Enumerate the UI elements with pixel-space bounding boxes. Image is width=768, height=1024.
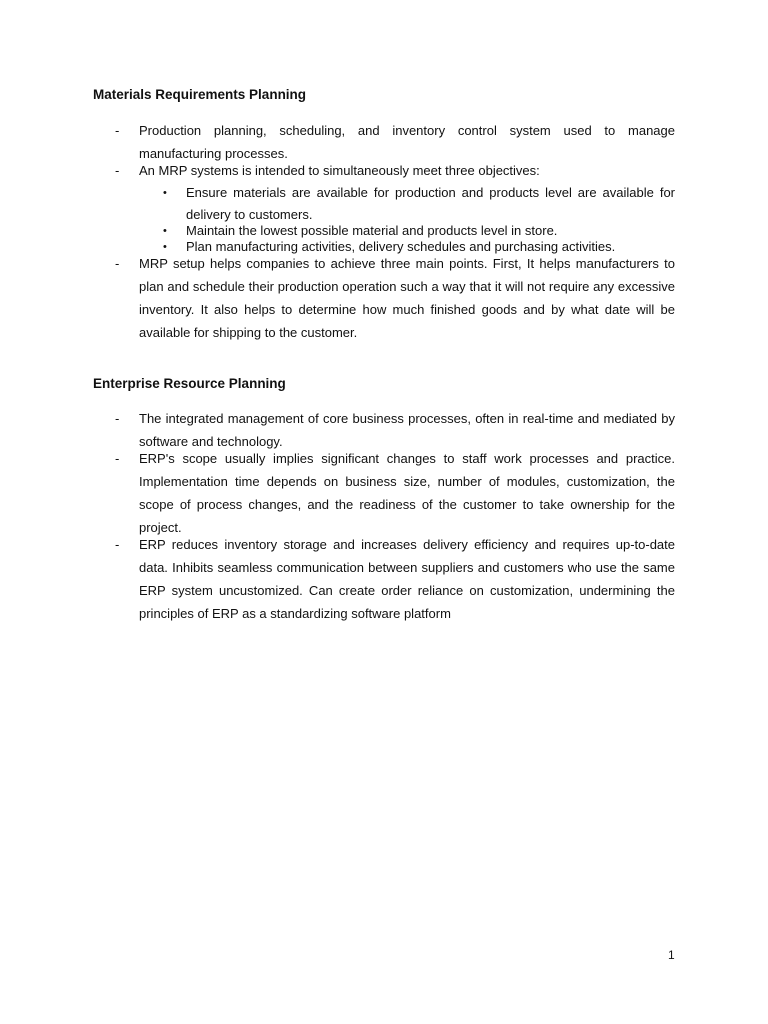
list-item [93, 252, 675, 344]
section-heading: Enterprise Resource Planning [93, 376, 286, 391]
dash-marker: - [115, 256, 120, 271]
list-item-text: MRP setup helps companies to achieve three main points. First, It helps manufacturers to plan and schedule their production operation such a way that it will not require any excessive inventory. It also helps to determine how much finished goods and by what date will be available for shipping to the customer. [139, 256, 675, 340]
section-heading: Materials Requirements Planning [93, 87, 307, 102]
bullet-marker: • [163, 187, 167, 199]
section-mrp [93, 86, 675, 338]
bullet-list [139, 182, 675, 258]
dash-list [93, 119, 675, 344]
list-item-text: The integrated management of core business processes, often in real-time and mediated by software and technology. [139, 411, 675, 449]
section-erp [93, 375, 675, 619]
bullet-marker: • [163, 225, 167, 237]
bullet-item-text: Maintain the lowest possible material and products level in store. [186, 223, 558, 238]
dash-marker: - [115, 123, 120, 138]
dash-marker: - [115, 537, 120, 552]
bullet-item-text: Ensure materials are available for production and products level are available for delivery to customers. [186, 185, 675, 222]
bullet-item-text: Plan manufacturing activities, delivery schedules and purchasing activities. [186, 239, 616, 254]
list-item-text: ERP reduces inventory storage and increases delivery efficiency and requires up-to-date data. Inhibits seamless communication between suppliers and customers who use the same ERP system uncustomized. Can create order reliance on customization, undermining the principles of ERP as a standardizing software platform [139, 537, 675, 621]
dash-marker: - [115, 411, 120, 426]
dash-marker: - [115, 163, 120, 178]
list-item [93, 533, 675, 625]
page-number: 1 [668, 948, 675, 962]
bullet-marker: • [163, 241, 167, 253]
list-item [93, 447, 675, 539]
dash-marker: - [115, 451, 120, 466]
list-item [93, 159, 675, 258]
list-item-text: An MRP systems is intended to simultaneously meet three objectives: [139, 163, 540, 178]
dash-list [93, 407, 675, 625]
list-item-text: ERP's scope usually implies significant changes to staff work processes and practice. Implementation time depends on business size, number of modules, customization, the scope of process changes, and the readiness of the customer to take ownership for the project. [139, 451, 675, 535]
list-item-text: Production planning, scheduling, and inventory control system used to manage manufacturing processes. [139, 123, 675, 161]
